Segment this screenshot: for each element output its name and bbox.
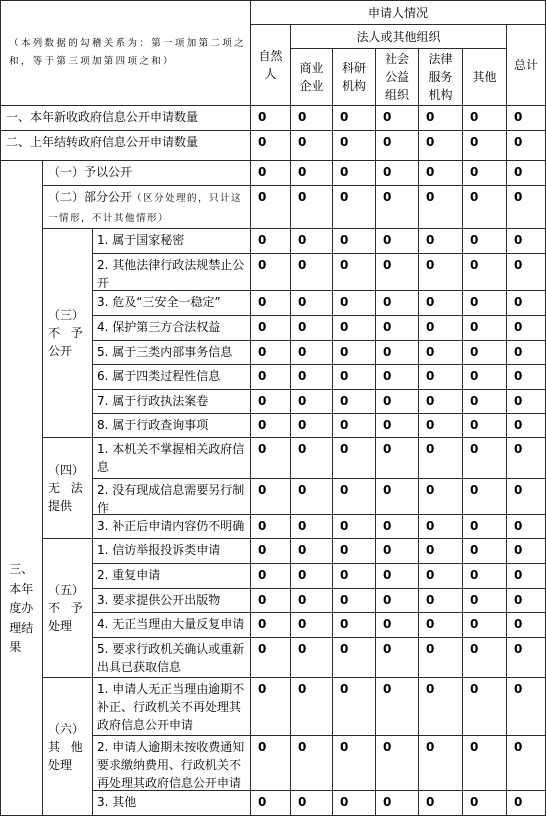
value-legal-service-org: 0	[419, 341, 463, 365]
value-research-institute: 0	[333, 390, 376, 414]
legal-service-org-header	[419, 49, 463, 106]
value-other-org: 0	[463, 515, 507, 539]
value-natural-person: 0	[251, 539, 291, 564]
group-label-line: 处理	[48, 619, 73, 633]
summary-row-label: 一、本年新收政府信息公开申请数量	[1, 106, 251, 131]
total-header	[507, 25, 546, 106]
value-commercial-enterprise: 0	[291, 479, 333, 515]
value-commercial-enterprise: 0	[291, 613, 333, 638]
value-public-welfare-org: 0	[376, 365, 419, 390]
value-other-org: 0	[463, 186, 507, 229]
value-research-institute: 0	[333, 316, 376, 341]
summary-row-label: 二、上年结转政府信息公开申请数量	[1, 131, 251, 161]
value-other-org: 0	[463, 438, 507, 479]
applicant-header	[251, 1, 546, 25]
item-label: 3. 其他	[93, 791, 251, 816]
group-label-line: （三）	[48, 308, 85, 322]
value-research-institute: 0	[333, 539, 376, 564]
value-natural-person: 0	[251, 291, 291, 316]
value-other-org: 0	[463, 791, 507, 816]
value-commercial-enterprise: 0	[291, 564, 333, 589]
value-commercial-enterprise: 0	[291, 438, 333, 479]
value-total: 0	[507, 613, 546, 638]
group-label-cell	[43, 229, 93, 438]
value-total: 0	[507, 316, 546, 341]
value-commercial-enterprise: 0	[291, 414, 333, 438]
value-natural-person: 0	[251, 736, 291, 791]
value-commercial-enterprise: 0	[291, 515, 333, 539]
value-other-org: 0	[463, 539, 507, 564]
value-natural-person: 0	[251, 106, 291, 131]
value-natural-person: 0	[251, 186, 291, 229]
value-legal-service-org: 0	[419, 161, 463, 186]
value-other-org: 0	[463, 341, 507, 365]
value-research-institute: 0	[333, 291, 376, 316]
value-research-institute: 0	[333, 479, 376, 515]
value-public-welfare-org: 0	[376, 613, 419, 638]
value-total: 0	[507, 390, 546, 414]
value-total: 0	[507, 414, 546, 438]
value-research-institute: 0	[333, 791, 376, 816]
group-label-line: 公开	[48, 344, 73, 358]
partial-disclosure-cell	[43, 186, 251, 229]
public-welfare-org-header	[376, 49, 419, 106]
value-commercial-enterprise: 0	[291, 365, 333, 390]
value-research-institute: 0	[333, 131, 376, 161]
value-public-welfare-org: 0	[376, 736, 419, 791]
value-natural-person: 0	[251, 613, 291, 638]
value-commercial-enterprise: 0	[291, 131, 333, 161]
item-label: 1. 信访举报投诉类申请	[93, 539, 251, 564]
value-total: 0	[507, 678, 546, 736]
group-label-line: 不 予	[48, 601, 83, 615]
value-legal-service-org: 0	[419, 539, 463, 564]
legal-entity-header	[291, 25, 507, 49]
value-natural-person: 0	[251, 161, 291, 186]
item-label: 2. 重复申请	[93, 564, 251, 589]
value-total: 0	[507, 291, 546, 316]
results-section-label: 三、本年度办理结果	[9, 562, 34, 654]
legal-service-org-header-label: 法律服务机构	[428, 52, 453, 102]
natural-person-header	[251, 25, 291, 106]
column-note-cell	[1, 1, 251, 106]
group-label-line: 不 予	[48, 326, 83, 340]
value-legal-service-org: 0	[419, 229, 463, 254]
value-natural-person: 0	[251, 515, 291, 539]
item-label: 5. 属于三类内部事务信息	[93, 341, 251, 365]
value-commercial-enterprise: 0	[291, 638, 333, 678]
group-label-cell	[43, 438, 93, 539]
applicant-header-label: 申请人情况	[367, 5, 428, 20]
value-research-institute: 0	[333, 254, 376, 291]
value-public-welfare-org: 0	[376, 539, 419, 564]
group-label-line: 提供	[48, 499, 73, 513]
group-label-cell	[43, 678, 93, 816]
group-label-line: 处理	[48, 757, 73, 772]
value-other-org: 0	[463, 161, 507, 186]
research-institute-header	[333, 49, 376, 106]
value-legal-service-org: 0	[419, 254, 463, 291]
value-total: 0	[507, 589, 546, 613]
value-research-institute: 0	[333, 414, 376, 438]
value-total: 0	[507, 254, 546, 291]
value-other-org: 0	[463, 365, 507, 390]
natural-person-header-label: 自然人	[258, 49, 283, 81]
item-label: 2. 申请人逾期未按收费通知要求缴纳费用、行政机关不再处理其政府信息公开申请	[93, 736, 251, 791]
value-research-institute: 0	[333, 365, 376, 390]
value-research-institute: 0	[333, 186, 376, 229]
value-other-org: 0	[463, 106, 507, 131]
value-research-institute: 0	[333, 638, 376, 678]
value-natural-person: 0	[251, 479, 291, 515]
value-commercial-enterprise: 0	[291, 161, 333, 186]
value-natural-person: 0	[251, 438, 291, 479]
item-label: 3. 危及“三安全一稳定”	[93, 291, 251, 316]
research-institute-header-label: 科研机构	[341, 61, 366, 93]
value-legal-service-org: 0	[419, 564, 463, 589]
value-public-welfare-org: 0	[376, 254, 419, 291]
value-total: 0	[507, 229, 546, 254]
value-other-org: 0	[463, 479, 507, 515]
value-public-welfare-org: 0	[376, 414, 419, 438]
value-legal-service-org: 0	[419, 638, 463, 678]
value-public-welfare-org: 0	[376, 131, 419, 161]
commercial-enterprise-header	[291, 49, 333, 106]
value-other-org: 0	[463, 291, 507, 316]
other-org-header-label: 其他	[472, 70, 497, 84]
results-section-cell	[1, 161, 43, 816]
value-natural-person: 0	[251, 316, 291, 341]
value-legal-service-org: 0	[419, 791, 463, 816]
value-commercial-enterprise: 0	[291, 791, 333, 816]
item-label: 2. 其他法律行政法规禁止公开	[93, 254, 251, 291]
value-total: 0	[507, 539, 546, 564]
value-total: 0	[507, 131, 546, 161]
value-legal-service-org: 0	[419, 589, 463, 613]
legal-entity-header-label: 法人或其他组织	[356, 29, 441, 44]
value-public-welfare-org: 0	[376, 589, 419, 613]
value-legal-service-org: 0	[419, 131, 463, 161]
value-other-org: 0	[463, 316, 507, 341]
value-commercial-enterprise: 0	[291, 390, 333, 414]
item-label: 3. 补正后申请内容仍不明确	[93, 515, 251, 539]
value-natural-person: 0	[251, 131, 291, 161]
value-research-institute: 0	[333, 736, 376, 791]
item-label: 5. 要求行政机关确认或重新出具已获取信息	[93, 638, 251, 678]
item-label: 4. 无正当理由大量反复申请	[93, 613, 251, 638]
value-commercial-enterprise: 0	[291, 678, 333, 736]
value-research-institute: 0	[333, 678, 376, 736]
value-public-welfare-org: 0	[376, 515, 419, 539]
item-label: 8. 属于行政查询事项	[93, 414, 251, 438]
value-public-welfare-org: 0	[376, 791, 419, 816]
value-other-org: 0	[463, 414, 507, 438]
group-label-line: 其 他	[48, 739, 83, 754]
value-commercial-enterprise: 0	[291, 341, 333, 365]
value-total: 0	[507, 106, 546, 131]
group-label-cell	[43, 539, 93, 678]
value-public-welfare-org: 0	[376, 186, 419, 229]
value-total: 0	[507, 161, 546, 186]
commercial-enterprise-header-label: 商业企业	[299, 61, 324, 93]
value-public-welfare-org: 0	[376, 479, 419, 515]
value-natural-person: 0	[251, 341, 291, 365]
value-other-org: 0	[463, 229, 507, 254]
value-legal-service-org: 0	[419, 414, 463, 438]
value-natural-person: 0	[251, 390, 291, 414]
value-other-org: 0	[463, 589, 507, 613]
value-commercial-enterprise: 0	[291, 106, 333, 131]
open-disclosure-label: （一）予以公开	[43, 161, 251, 186]
value-legal-service-org: 0	[419, 515, 463, 539]
item-label: 4. 保护第三方合法权益	[93, 316, 251, 341]
group-label-line: （五）	[48, 583, 85, 597]
value-other-org: 0	[463, 390, 507, 414]
public-welfare-org-header-label: 社会公益组织	[384, 52, 409, 102]
partial-disclosure-label: （二）部分公开	[48, 190, 133, 204]
value-legal-service-org: 0	[419, 365, 463, 390]
value-research-institute: 0	[333, 161, 376, 186]
value-natural-person: 0	[251, 229, 291, 254]
value-other-org: 0	[463, 254, 507, 291]
value-natural-person: 0	[251, 678, 291, 736]
value-public-welfare-org: 0	[376, 638, 419, 678]
value-public-welfare-org: 0	[376, 161, 419, 186]
value-research-institute: 0	[333, 589, 376, 613]
value-commercial-enterprise: 0	[291, 539, 333, 564]
column-note: （本列数据的勾稽关系为：第一项加第二项之和，等于第三项加第四项之和）	[9, 38, 247, 67]
value-public-welfare-org: 0	[376, 678, 419, 736]
value-natural-person: 0	[251, 638, 291, 678]
value-total: 0	[507, 564, 546, 589]
value-commercial-enterprise: 0	[291, 736, 333, 791]
value-total: 0	[507, 365, 546, 390]
partial-disclosure-note: （区分处理的，只计这一情形，不计其他情形）	[48, 193, 243, 224]
value-commercial-enterprise: 0	[291, 229, 333, 254]
group-label-line: （四）	[48, 463, 85, 477]
value-commercial-enterprise: 0	[291, 186, 333, 229]
value-legal-service-org: 0	[419, 736, 463, 791]
value-other-org: 0	[463, 638, 507, 678]
item-label: 7. 属于行政执法案卷	[93, 390, 251, 414]
item-label: 3. 要求提供公开出版物	[93, 589, 251, 613]
value-legal-service-org: 0	[419, 106, 463, 131]
group-label-line: （六）	[48, 721, 85, 736]
value-total: 0	[507, 438, 546, 479]
value-public-welfare-org: 0	[376, 438, 419, 479]
value-public-welfare-org: 0	[376, 316, 419, 341]
value-legal-service-org: 0	[419, 613, 463, 638]
value-natural-person: 0	[251, 791, 291, 816]
value-total: 0	[507, 736, 546, 791]
total-header-label: 总计	[513, 58, 538, 72]
value-total: 0	[507, 638, 546, 678]
value-public-welfare-org: 0	[376, 106, 419, 131]
value-research-institute: 0	[333, 564, 376, 589]
value-commercial-enterprise: 0	[291, 316, 333, 341]
value-research-institute: 0	[333, 229, 376, 254]
value-research-institute: 0	[333, 515, 376, 539]
value-total: 0	[507, 186, 546, 229]
value-research-institute: 0	[333, 341, 376, 365]
value-legal-service-org: 0	[419, 479, 463, 515]
value-research-institute: 0	[333, 106, 376, 131]
value-natural-person: 0	[251, 564, 291, 589]
item-label: 1. 属于国家秘密	[93, 229, 251, 254]
item-label: 6. 属于四类过程性信息	[93, 365, 251, 390]
value-public-welfare-org: 0	[376, 341, 419, 365]
value-total: 0	[507, 515, 546, 539]
value-public-welfare-org: 0	[376, 564, 419, 589]
value-other-org: 0	[463, 678, 507, 736]
value-total: 0	[507, 341, 546, 365]
value-research-institute: 0	[333, 613, 376, 638]
value-commercial-enterprise: 0	[291, 589, 333, 613]
value-other-org: 0	[463, 564, 507, 589]
other-org-header	[463, 49, 507, 106]
value-public-welfare-org: 0	[376, 291, 419, 316]
value-natural-person: 0	[251, 365, 291, 390]
value-natural-person: 0	[251, 254, 291, 291]
item-label: 1. 本机关不掌握相关政府信息	[93, 438, 251, 479]
value-legal-service-org: 0	[419, 291, 463, 316]
value-legal-service-org: 0	[419, 678, 463, 736]
value-other-org: 0	[463, 613, 507, 638]
value-total: 0	[507, 479, 546, 515]
value-legal-service-org: 0	[419, 438, 463, 479]
value-total: 0	[507, 791, 546, 816]
group-label-line: 无 法	[48, 481, 83, 495]
item-label: 2. 没有现成信息需要另行制作	[93, 479, 251, 515]
value-public-welfare-org: 0	[376, 390, 419, 414]
value-commercial-enterprise: 0	[291, 254, 333, 291]
value-other-org: 0	[463, 736, 507, 791]
value-research-institute: 0	[333, 438, 376, 479]
value-legal-service-org: 0	[419, 186, 463, 229]
value-other-org: 0	[463, 131, 507, 161]
value-public-welfare-org: 0	[376, 229, 419, 254]
value-legal-service-org: 0	[419, 390, 463, 414]
value-natural-person: 0	[251, 589, 291, 613]
value-commercial-enterprise: 0	[291, 291, 333, 316]
value-natural-person: 0	[251, 414, 291, 438]
value-legal-service-org: 0	[419, 316, 463, 341]
item-label: 1. 申请人无正当理由逾期不补正、行政机关不再处理其政府信息公开申请	[93, 678, 251, 736]
